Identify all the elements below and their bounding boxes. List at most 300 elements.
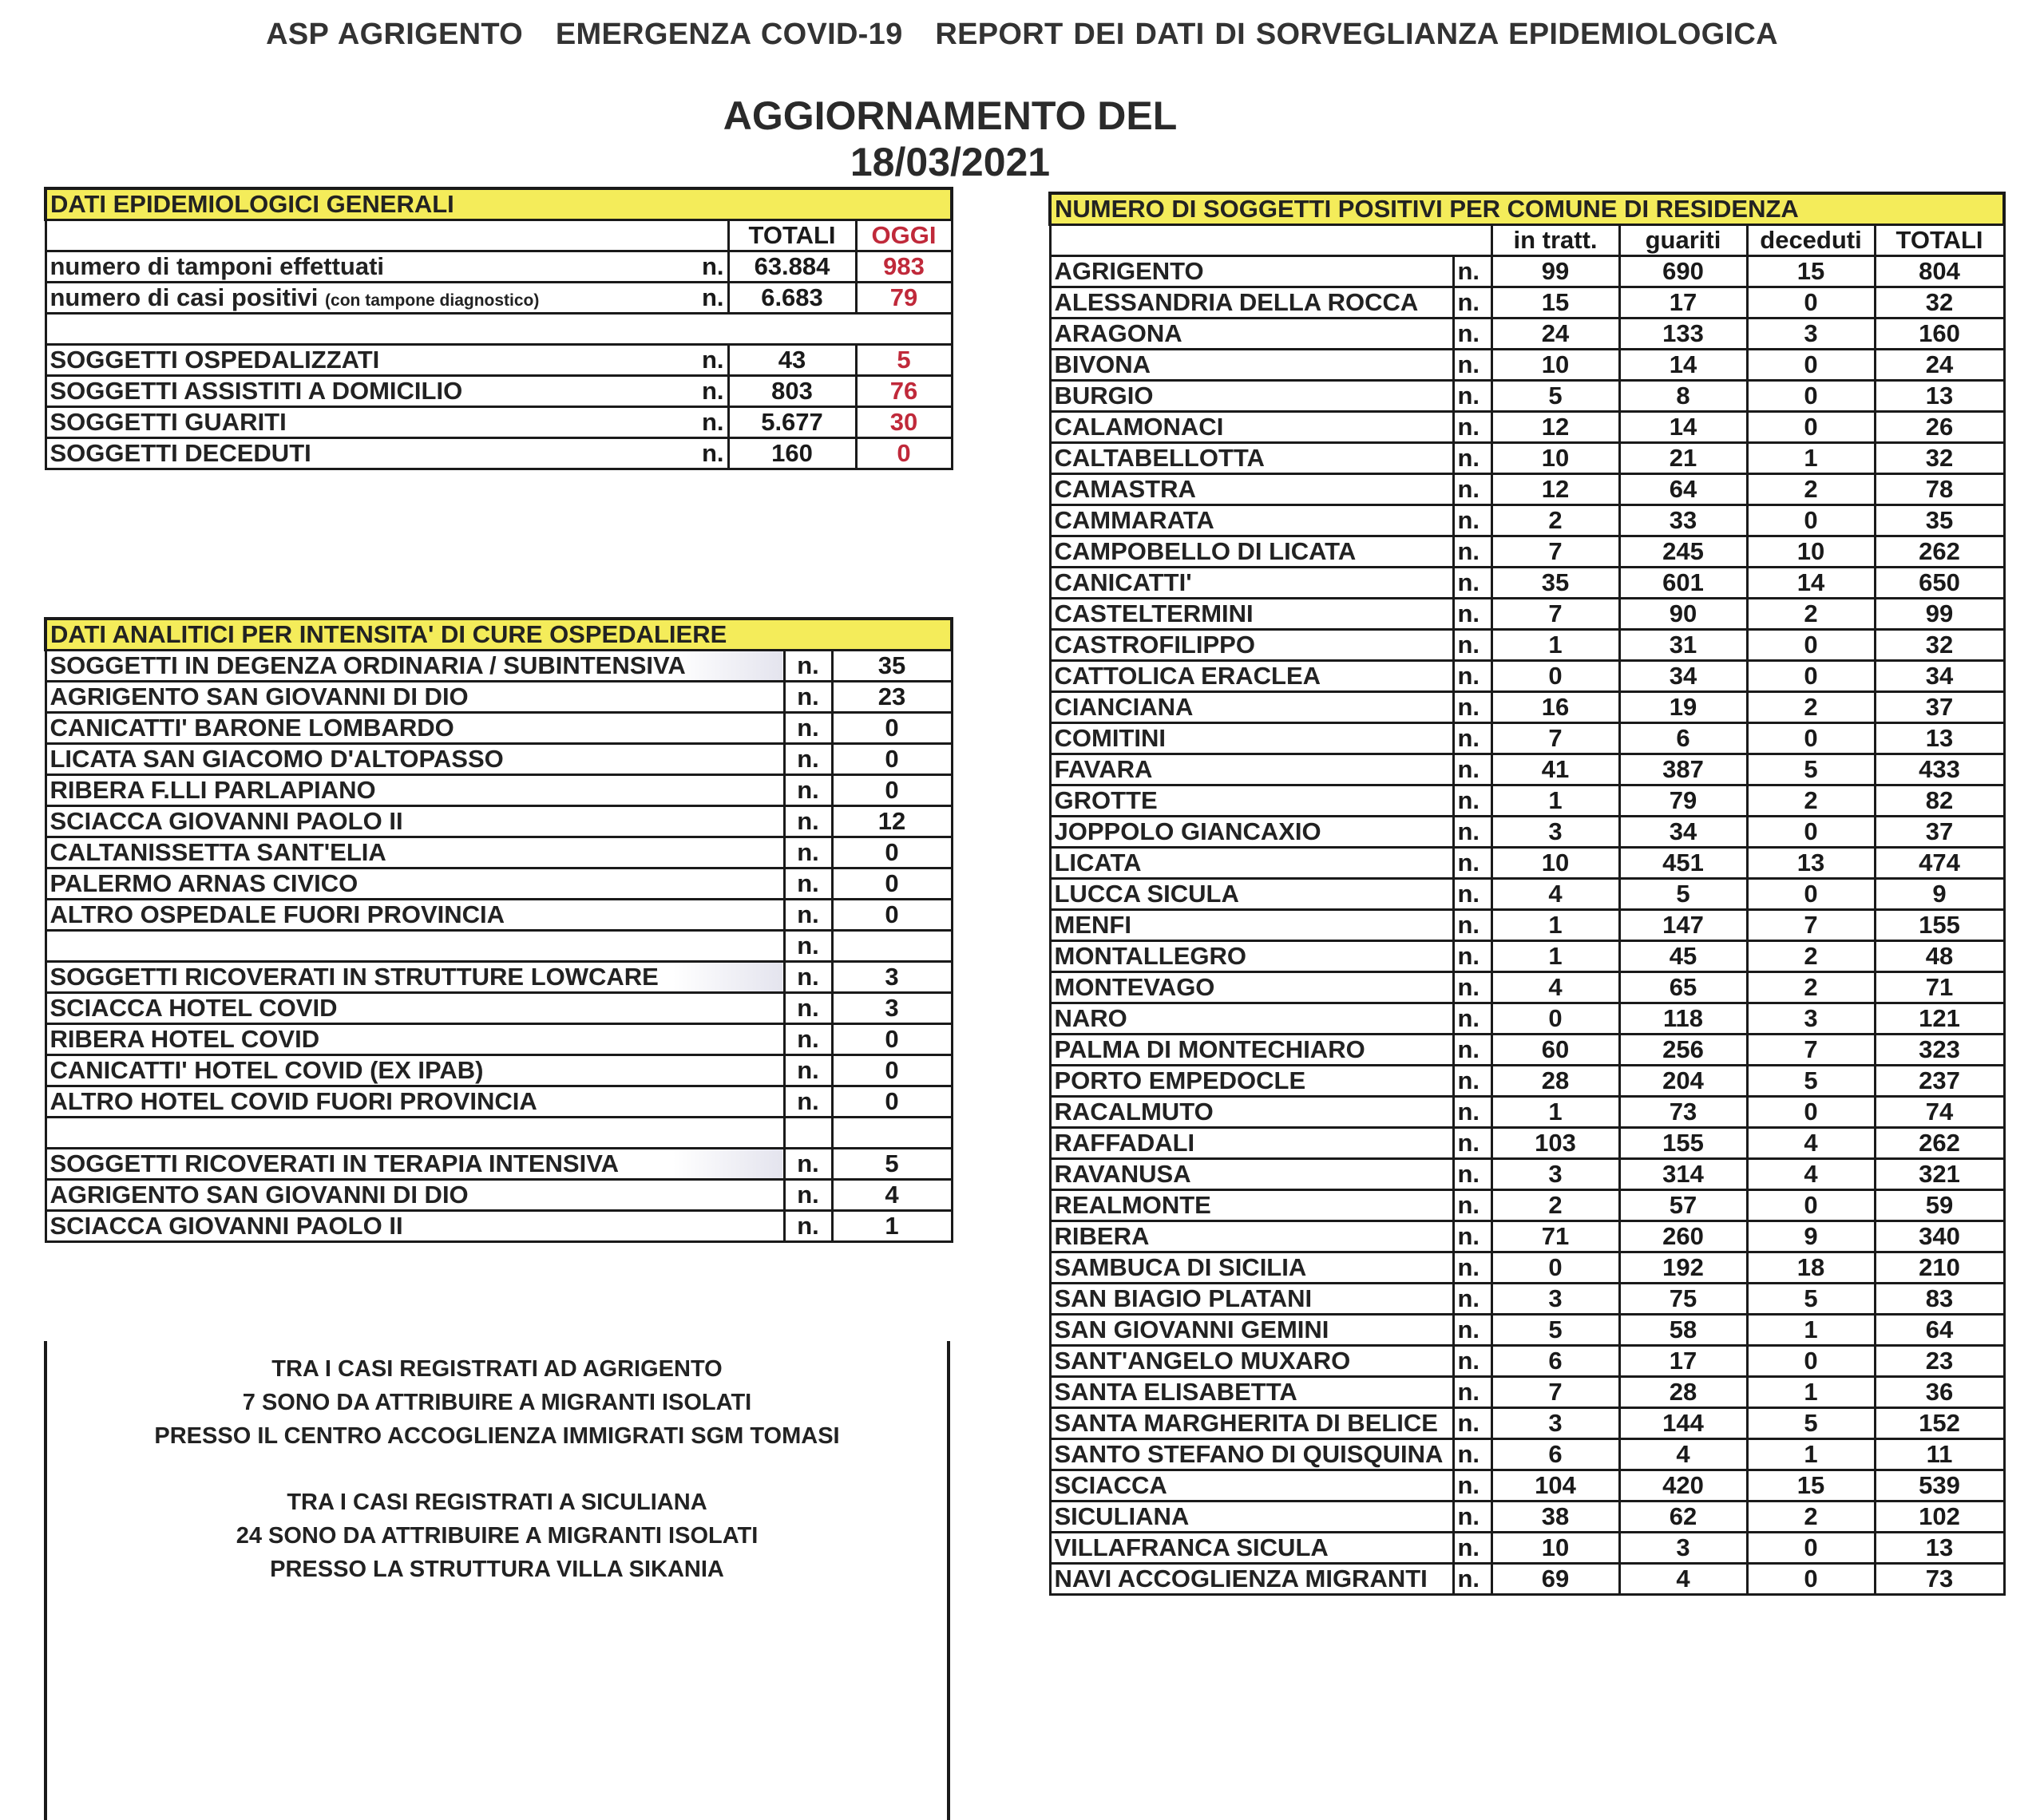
municipality-name: CANICATTI' bbox=[1050, 567, 1453, 598]
unit-label: n. bbox=[1453, 1283, 1491, 1314]
hospital-label: ALTRO OSPEDALE FUORI PROVINCIA bbox=[46, 899, 784, 930]
guariti-value: 75 bbox=[1619, 1283, 1747, 1314]
hospital-label bbox=[46, 930, 784, 961]
municipality-name: SANTA MARGHERITA DI BELICE bbox=[1050, 1407, 1453, 1438]
unit-label: n. bbox=[660, 437, 728, 469]
municipality-row bbox=[1050, 940, 2004, 971]
municipality-row bbox=[1050, 442, 2004, 473]
unit-label: n. bbox=[660, 344, 728, 375]
unit-label: n. bbox=[1453, 442, 1491, 473]
unit-label: n. bbox=[1453, 1345, 1491, 1376]
municipality-name: RAVANUSA bbox=[1050, 1158, 1453, 1189]
municipality-row bbox=[1050, 255, 2004, 287]
hospital-row bbox=[46, 805, 952, 837]
guariti-value: 65 bbox=[1619, 971, 1747, 1003]
in-tratt-value: 99 bbox=[1491, 255, 1619, 287]
guariti-value: 133 bbox=[1619, 318, 1747, 349]
municipality-name: CIANCIANA bbox=[1050, 691, 1453, 722]
hospital-label: RIBERA F.LLI PARLAPIANO bbox=[46, 774, 784, 805]
municipality-name: CAMMARATA bbox=[1050, 504, 1453, 536]
hospital-row bbox=[46, 1023, 952, 1054]
note-line: TRA I CASI REGISTRATI A SICULIANA bbox=[287, 1490, 707, 1515]
in-tratt-value: 7 bbox=[1491, 1376, 1619, 1407]
municipality-name: ARAGONA bbox=[1050, 318, 1453, 349]
municipality-row bbox=[1050, 1158, 2004, 1189]
oggi-value: 79 bbox=[856, 282, 952, 313]
general-row bbox=[46, 282, 952, 313]
hospital-label: SCIACCA GIOVANNI PAOLO II bbox=[46, 1210, 784, 1241]
in-tratt-value: 60 bbox=[1491, 1034, 1619, 1065]
guariti-value: 34 bbox=[1619, 816, 1747, 847]
in-tratt-value: 35 bbox=[1491, 567, 1619, 598]
totali-value: 99 bbox=[1875, 598, 2004, 629]
note-line: PRESSO IL CENTRO ACCOGLIENZA IMMIGRATI SGM TOMASI bbox=[154, 1423, 840, 1449]
totali-value: 23 bbox=[1875, 1345, 2004, 1376]
hospital-row bbox=[46, 774, 952, 805]
municipality-name: PALMA DI MONTECHIARO bbox=[1050, 1034, 1453, 1065]
totali-value: 71 bbox=[1875, 971, 2004, 1003]
municipality-name: VILLAFRANCA SICULA bbox=[1050, 1532, 1453, 1563]
totali-value: 160 bbox=[1875, 318, 2004, 349]
note-line: TRA I CASI REGISTRATI AD AGRIGENTO bbox=[271, 1356, 723, 1382]
totali-value: 37 bbox=[1875, 691, 2004, 722]
deceduti-value: 15 bbox=[1747, 255, 1875, 287]
row-label bbox=[46, 344, 660, 375]
municipality-name: SAN GIOVANNI GEMINI bbox=[1050, 1314, 1453, 1345]
totali-value: 262 bbox=[1875, 1127, 2004, 1158]
deceduti-value: 2 bbox=[1747, 473, 1875, 504]
municipality-name: CAMASTRA bbox=[1050, 473, 1453, 504]
in-tratt-value: 10 bbox=[1491, 847, 1619, 878]
municipality-name: MONTEVAGO bbox=[1050, 971, 1453, 1003]
in-tratt-value: 104 bbox=[1491, 1470, 1619, 1501]
municipality-name: RIBERA bbox=[1050, 1221, 1453, 1252]
hospital-label: PALERMO ARNAS CIVICO bbox=[46, 868, 784, 899]
municipality-name: CATTOLICA ERACLEA bbox=[1050, 660, 1453, 691]
totali-value: 804 bbox=[1875, 255, 2004, 287]
totali-value: 24 bbox=[1875, 349, 2004, 380]
totali-value: 32 bbox=[1875, 287, 2004, 318]
hospital-row bbox=[46, 743, 952, 774]
hospital-label: SOGGETTI RICOVERATI IN TERAPIA INTENSIVA bbox=[46, 1148, 784, 1179]
deceduti-value: 0 bbox=[1747, 1189, 1875, 1221]
unit-label: n. bbox=[1453, 1034, 1491, 1065]
guariti-value: 45 bbox=[1619, 940, 1747, 971]
municipality-name: CASTROFILIPPO bbox=[1050, 629, 1453, 660]
hospital-row bbox=[46, 961, 952, 992]
report-header bbox=[0, 18, 2044, 52]
hospital-row bbox=[46, 992, 952, 1023]
note-line: PRESSO LA STRUTTURA VILLA SIKANIA bbox=[270, 1557, 724, 1582]
hospital-row bbox=[46, 712, 952, 743]
unit-label: n. bbox=[1453, 660, 1491, 691]
deceduti-value: 2 bbox=[1747, 598, 1875, 629]
row-label-text: SOGGETTI DECEDUTI bbox=[50, 439, 311, 467]
hospital-row bbox=[46, 1054, 952, 1086]
municipality-row bbox=[1050, 1221, 2004, 1252]
in-tratt-value: 4 bbox=[1491, 971, 1619, 1003]
unit-label: n. bbox=[1453, 1096, 1491, 1127]
totali-value: 36 bbox=[1875, 1376, 2004, 1407]
totali-value: 160 bbox=[728, 437, 856, 469]
municipality-row bbox=[1050, 536, 2004, 567]
totali-value: 37 bbox=[1875, 816, 2004, 847]
col-totali: TOTALI bbox=[1875, 224, 2004, 255]
totali-value: 34 bbox=[1875, 660, 2004, 691]
municipality-row bbox=[1050, 754, 2004, 785]
in-tratt-value: 103 bbox=[1491, 1127, 1619, 1158]
col-guariti: guariti bbox=[1619, 224, 1747, 255]
in-tratt-value: 71 bbox=[1491, 1221, 1619, 1252]
deceduti-value: 2 bbox=[1747, 1501, 1875, 1532]
municipality-name: CALTABELLOTTA bbox=[1050, 442, 1453, 473]
oggi-value: 5 bbox=[856, 344, 952, 375]
unit-label: n. bbox=[1453, 1470, 1491, 1501]
hospital-value: 4 bbox=[832, 1179, 952, 1210]
in-tratt-value: 7 bbox=[1491, 722, 1619, 754]
unit-label: n. bbox=[660, 251, 728, 282]
hospital-label: SCIACCA GIOVANNI PAOLO II bbox=[46, 805, 784, 837]
spacer-row bbox=[46, 313, 952, 344]
municipality-row bbox=[1050, 380, 2004, 411]
deceduti-value: 0 bbox=[1747, 629, 1875, 660]
row-label-note: (con tampone diagnostico) bbox=[325, 291, 540, 310]
municipality-row bbox=[1050, 1283, 2004, 1314]
municipality-row bbox=[1050, 878, 2004, 909]
deceduti-value: 0 bbox=[1747, 287, 1875, 318]
in-tratt-value: 0 bbox=[1491, 660, 1619, 691]
deceduti-value: 14 bbox=[1747, 567, 1875, 598]
unit-label: n. bbox=[1453, 1252, 1491, 1283]
oggi-value: 30 bbox=[856, 406, 952, 437]
totali-value: 43 bbox=[728, 344, 856, 375]
unit-label: n. bbox=[784, 1210, 832, 1241]
hospital-value: 1 bbox=[832, 1210, 952, 1241]
hospital-value: 0 bbox=[832, 1054, 952, 1086]
unit-label: n. bbox=[1453, 1314, 1491, 1345]
unit-label: n. bbox=[660, 375, 728, 406]
totali-value: 152 bbox=[1875, 1407, 2004, 1438]
municipality-row bbox=[1050, 1034, 2004, 1065]
deceduti-value: 13 bbox=[1747, 847, 1875, 878]
municipality-name: SICULIANA bbox=[1050, 1501, 1453, 1532]
deceduti-value: 0 bbox=[1747, 1096, 1875, 1127]
unit-label: n. bbox=[1453, 473, 1491, 504]
totali-value: 11 bbox=[1875, 1438, 2004, 1470]
unit-label: n. bbox=[784, 774, 832, 805]
deceduti-value: 9 bbox=[1747, 1221, 1875, 1252]
municipality-name: SAN BIAGIO PLATANI bbox=[1050, 1283, 1453, 1314]
unit-label: n. bbox=[1453, 691, 1491, 722]
unit-label: n. bbox=[1453, 349, 1491, 380]
totali-value: 474 bbox=[1875, 847, 2004, 878]
unit-label: n. bbox=[1453, 722, 1491, 754]
deceduti-value: 2 bbox=[1747, 785, 1875, 816]
municipality-name: CAMPOBELLO DI LICATA bbox=[1050, 536, 1453, 567]
unit-label: n. bbox=[784, 1086, 832, 1117]
in-tratt-value: 0 bbox=[1491, 1252, 1619, 1283]
hospital-label: LICATA SAN GIACOMO D'ALTOPASSO bbox=[46, 743, 784, 774]
note-agrigento bbox=[44, 1352, 950, 1453]
report-title: REPORT DEI DATI DI SORVEGLIANZA EPIDEMIOLOGICA bbox=[935, 18, 1778, 51]
guariti-value: 34 bbox=[1619, 660, 1747, 691]
row-label-text: numero di tamponi effettuati bbox=[50, 252, 384, 280]
hospital-row bbox=[46, 868, 952, 899]
in-tratt-value: 3 bbox=[1491, 1407, 1619, 1438]
municipality-name: ALESSANDRIA DELLA ROCCA bbox=[1050, 287, 1453, 318]
totali-value: 321 bbox=[1875, 1158, 2004, 1189]
unit-label: n. bbox=[784, 930, 832, 961]
unit-label: n. bbox=[1453, 878, 1491, 909]
guariti-value: 5 bbox=[1619, 878, 1747, 909]
in-tratt-value: 5 bbox=[1491, 1314, 1619, 1345]
general-table-title: DATI EPIDEMIOLOGICI GENERALI bbox=[46, 188, 952, 220]
in-tratt-value: 6 bbox=[1491, 1345, 1619, 1376]
in-tratt-value: 16 bbox=[1491, 691, 1619, 722]
in-tratt-value: 4 bbox=[1491, 878, 1619, 909]
municipality-row bbox=[1050, 1252, 2004, 1283]
totali-value: 803 bbox=[728, 375, 856, 406]
in-tratt-value: 3 bbox=[1491, 816, 1619, 847]
in-tratt-value: 3 bbox=[1491, 1158, 1619, 1189]
in-tratt-value: 10 bbox=[1491, 442, 1619, 473]
hospital-label: AGRIGENTO SAN GIOVANNI DI DIO bbox=[46, 681, 784, 712]
guariti-value: 33 bbox=[1619, 504, 1747, 536]
hospital-data-table bbox=[44, 617, 953, 1243]
deceduti-value: 18 bbox=[1747, 1252, 1875, 1283]
hospital-label: SCIACCA HOTEL COVID bbox=[46, 992, 784, 1023]
guariti-value: 204 bbox=[1619, 1065, 1747, 1096]
deceduti-value: 5 bbox=[1747, 1283, 1875, 1314]
municipality-row bbox=[1050, 1532, 2004, 1563]
municipality-name: RAFFADALI bbox=[1050, 1127, 1453, 1158]
unit-label: n. bbox=[784, 681, 832, 712]
hospital-row bbox=[46, 681, 952, 712]
emergency-label: EMERGENZA COVID-19 bbox=[555, 18, 903, 51]
totali-value: 5.677 bbox=[728, 406, 856, 437]
unit-label: n. bbox=[1453, 1438, 1491, 1470]
municipality-name: REALMONTE bbox=[1050, 1189, 1453, 1221]
hospital-label: ALTRO HOTEL COVID FUORI PROVINCIA bbox=[46, 1086, 784, 1117]
in-tratt-value: 3 bbox=[1491, 1283, 1619, 1314]
municipality-name: LICATA bbox=[1050, 847, 1453, 878]
totali-value: 650 bbox=[1875, 567, 2004, 598]
deceduti-value: 1 bbox=[1747, 1314, 1875, 1345]
unit-label: n. bbox=[1453, 816, 1491, 847]
unit-label: n. bbox=[1453, 1065, 1491, 1096]
in-tratt-value: 15 bbox=[1491, 287, 1619, 318]
deceduti-value: 0 bbox=[1747, 1345, 1875, 1376]
totali-value: 63.884 bbox=[728, 251, 856, 282]
hospital-value: 35 bbox=[832, 650, 952, 681]
totali-value: 64 bbox=[1875, 1314, 2004, 1345]
unit-label: n. bbox=[1453, 287, 1491, 318]
municipality-name: FAVARA bbox=[1050, 754, 1453, 785]
deceduti-value: 1 bbox=[1747, 1438, 1875, 1470]
deceduti-value: 7 bbox=[1747, 909, 1875, 940]
totali-value: 78 bbox=[1875, 473, 2004, 504]
deceduti-value: 2 bbox=[1747, 691, 1875, 722]
org-name: ASP AGRIGENTO bbox=[266, 18, 524, 51]
hospital-value: 12 bbox=[832, 805, 952, 837]
hospital-value: 0 bbox=[832, 712, 952, 743]
municipality-row bbox=[1050, 1470, 2004, 1501]
totali-value: 210 bbox=[1875, 1252, 2004, 1283]
guariti-value: 58 bbox=[1619, 1314, 1747, 1345]
deceduti-value: 4 bbox=[1747, 1158, 1875, 1189]
in-tratt-value: 0 bbox=[1491, 1003, 1619, 1034]
hospital-value: 0 bbox=[832, 899, 952, 930]
unit-label: n. bbox=[1453, 1563, 1491, 1594]
municipality-row bbox=[1050, 349, 2004, 380]
in-tratt-value: 10 bbox=[1491, 1532, 1619, 1563]
hospital-row bbox=[46, 1210, 952, 1241]
row-label bbox=[46, 375, 660, 406]
in-tratt-value: 1 bbox=[1491, 1096, 1619, 1127]
unit-label: n. bbox=[1453, 785, 1491, 816]
oggi-value: 0 bbox=[856, 437, 952, 469]
unit-label: n. bbox=[660, 282, 728, 313]
municipality-row bbox=[1050, 785, 2004, 816]
hospital-value: 0 bbox=[832, 868, 952, 899]
row-label bbox=[46, 282, 660, 313]
unit-label: n. bbox=[1453, 1189, 1491, 1221]
row-label-text: SOGGETTI OSPEDALIZZATI bbox=[50, 346, 380, 374]
municipality-row bbox=[1050, 909, 2004, 940]
municipality-row bbox=[1050, 1501, 2004, 1532]
in-tratt-value: 10 bbox=[1491, 349, 1619, 380]
guariti-value: 21 bbox=[1619, 442, 1747, 473]
general-row bbox=[46, 375, 952, 406]
unit-label: n. bbox=[1453, 1501, 1491, 1532]
municipality-name: NARO bbox=[1050, 1003, 1453, 1034]
deceduti-value: 0 bbox=[1747, 1563, 1875, 1594]
unit-label: n. bbox=[1453, 909, 1491, 940]
general-row bbox=[46, 251, 952, 282]
deceduti-value: 0 bbox=[1747, 1532, 1875, 1563]
municipality-name: SAMBUCA DI SICILIA bbox=[1050, 1252, 1453, 1283]
deceduti-value: 3 bbox=[1747, 1003, 1875, 1034]
deceduti-value: 5 bbox=[1747, 1407, 1875, 1438]
unit-label: n. bbox=[1453, 536, 1491, 567]
municipality-row bbox=[1050, 287, 2004, 318]
in-tratt-value: 1 bbox=[1491, 940, 1619, 971]
hospital-value: 0 bbox=[832, 837, 952, 868]
hospital-label: RIBERA HOTEL COVID bbox=[46, 1023, 784, 1054]
col-in-tratt: in tratt. bbox=[1491, 224, 1619, 255]
unit-label: n. bbox=[784, 712, 832, 743]
totali-value: 433 bbox=[1875, 754, 2004, 785]
guariti-value: 4 bbox=[1619, 1563, 1747, 1594]
in-tratt-value: 1 bbox=[1491, 785, 1619, 816]
hospital-value: 0 bbox=[832, 1086, 952, 1117]
in-tratt-value: 6 bbox=[1491, 1438, 1619, 1470]
totali-value: 32 bbox=[1875, 629, 2004, 660]
in-tratt-value: 41 bbox=[1491, 754, 1619, 785]
totali-value: 102 bbox=[1875, 1501, 2004, 1532]
in-tratt-value: 12 bbox=[1491, 473, 1619, 504]
deceduti-value: 0 bbox=[1747, 349, 1875, 380]
guariti-value: 256 bbox=[1619, 1034, 1747, 1065]
totali-value: 6.683 bbox=[728, 282, 856, 313]
deceduti-value: 0 bbox=[1747, 380, 1875, 411]
guariti-value: 57 bbox=[1619, 1189, 1747, 1221]
general-row bbox=[46, 437, 952, 469]
totali-value: 73 bbox=[1875, 1563, 2004, 1594]
in-tratt-value: 38 bbox=[1491, 1501, 1619, 1532]
guariti-value: 144 bbox=[1619, 1407, 1747, 1438]
guariti-value: 8 bbox=[1619, 380, 1747, 411]
in-tratt-value: 12 bbox=[1491, 411, 1619, 442]
municipality-row bbox=[1050, 722, 2004, 754]
unit-label: n. bbox=[1453, 598, 1491, 629]
municipality-name: AGRIGENTO bbox=[1050, 255, 1453, 287]
general-data-table bbox=[44, 187, 953, 470]
row-label bbox=[46, 406, 660, 437]
totali-value: 13 bbox=[1875, 380, 2004, 411]
row-label-text: numero di casi positivi bbox=[50, 283, 319, 311]
municipality-name: SANTA ELISABETTA bbox=[1050, 1376, 1453, 1407]
hospital-row bbox=[46, 1086, 952, 1117]
unit-label: n. bbox=[784, 992, 832, 1023]
hospital-value: 0 bbox=[832, 1023, 952, 1054]
unit-label: n. bbox=[1453, 1407, 1491, 1438]
unit-label: n. bbox=[784, 961, 832, 992]
unit-label: n. bbox=[1453, 971, 1491, 1003]
unit-label: n. bbox=[784, 650, 832, 681]
unit-label: n. bbox=[784, 868, 832, 899]
municipality-name: COMITINI bbox=[1050, 722, 1453, 754]
guariti-value: 17 bbox=[1619, 287, 1747, 318]
municipality-row bbox=[1050, 1096, 2004, 1127]
row-label-text: SOGGETTI GUARITI bbox=[50, 408, 287, 436]
hospital-value bbox=[832, 1117, 952, 1148]
hospital-label: SOGGETTI IN DEGENZA ORDINARIA / SUBINTENSIVA bbox=[46, 650, 784, 681]
row-label-text: SOGGETTI ASSISTITI A DOMICILIO bbox=[50, 377, 463, 405]
hospital-row bbox=[46, 837, 952, 868]
hospital-value: 23 bbox=[832, 681, 952, 712]
oggi-value: 76 bbox=[856, 375, 952, 406]
deceduti-value: 5 bbox=[1747, 754, 1875, 785]
totali-value: 74 bbox=[1875, 1096, 2004, 1127]
deceduti-value: 15 bbox=[1747, 1470, 1875, 1501]
municipality-table-title: NUMERO DI SOGGETTI POSITIVI PER COMUNE DI RESIDENZA bbox=[1050, 193, 2004, 224]
municipality-row bbox=[1050, 473, 2004, 504]
guariti-value: 4 bbox=[1619, 1438, 1747, 1470]
guariti-value: 19 bbox=[1619, 691, 1747, 722]
general-row bbox=[46, 406, 952, 437]
municipality-row bbox=[1050, 1127, 2004, 1158]
guariti-value: 118 bbox=[1619, 1003, 1747, 1034]
in-tratt-value: 2 bbox=[1491, 1189, 1619, 1221]
municipality-row bbox=[1050, 411, 2004, 442]
in-tratt-value: 1 bbox=[1491, 629, 1619, 660]
deceduti-value: 4 bbox=[1747, 1127, 1875, 1158]
municipality-name: CALAMONACI bbox=[1050, 411, 1453, 442]
deceduti-value: 0 bbox=[1747, 660, 1875, 691]
unit-label bbox=[784, 1117, 832, 1148]
unit-label: n. bbox=[660, 406, 728, 437]
update-date: AGGIORNAMENTO DEL 18/03/2021 bbox=[723, 93, 1178, 184]
unit-label: n. bbox=[1453, 1127, 1491, 1158]
deceduti-value: 2 bbox=[1747, 971, 1875, 1003]
municipality-name: SANT'ANGELO MUXARO bbox=[1050, 1345, 1453, 1376]
hospital-label: CALTANISSETTA SANT'ELIA bbox=[46, 837, 784, 868]
guariti-value: 387 bbox=[1619, 754, 1747, 785]
municipality-name: BURGIO bbox=[1050, 380, 1453, 411]
municipality-name: JOPPOLO GIANCAXIO bbox=[1050, 816, 1453, 847]
municipality-row bbox=[1050, 816, 2004, 847]
